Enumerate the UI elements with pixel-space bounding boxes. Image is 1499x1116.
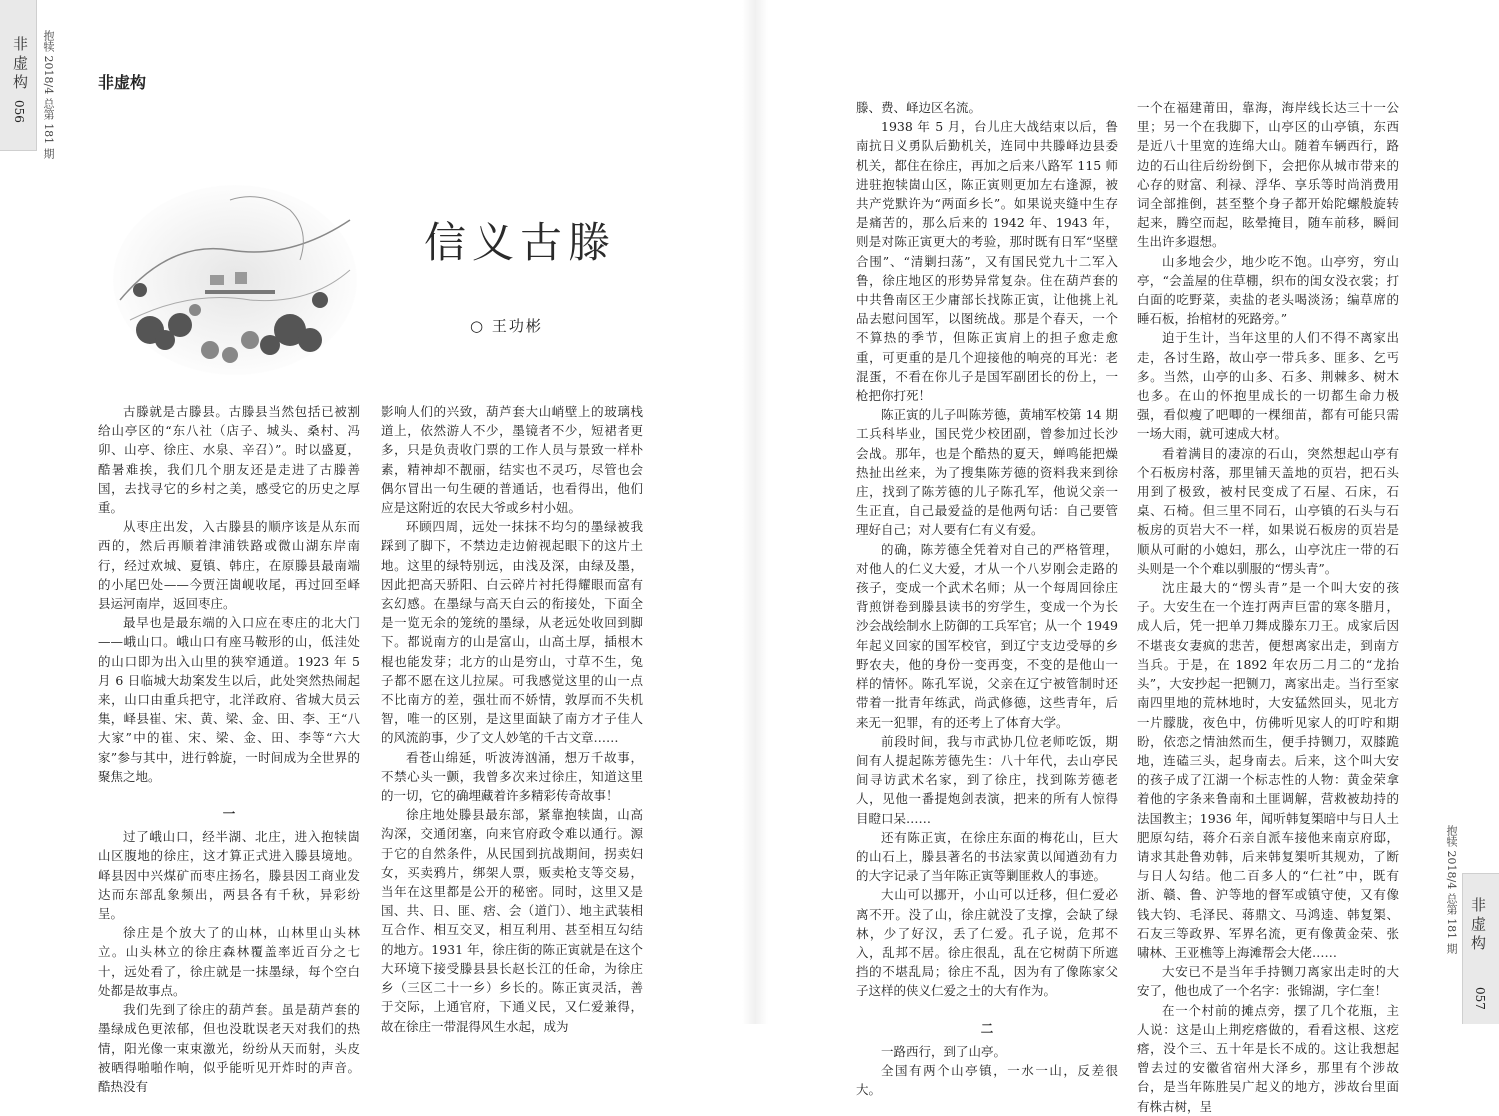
- paragraph: 环顾四周，远处一抹抹不均匀的墨绿被我踩到了脚下，不禁边走边俯视起眼下的这片土地。这里的绿特别远，由浅及深，由绿及墨，因此把高天骄阳、白云碎片衬托得耀眼而富有玄幻感。在墨绿与高天白云的衔接处，下面全是一览无余的笼统的墨绿，从老远处收回到脚下。都说南方的山是富山，山高土厚，插根木棍也能发芽；北方的山是穷山，寸草不生，兔子都不愿在这儿拉屎。可我感觉这里的山一点不比南方的差，强壮而不娇情，敦厚而不失机智，唯一的区别，是这里面缺了南方才子佳人的风流韵事，少了文人妙笔的千古文章……: [381, 519, 643, 746]
- paragraph: 看着满目的凄凉的石山，突然想起山亭有个石板房村落，那里铺天盖地的页岩，把石头用到了极致，被村民变成了石屋、石床，石桌、石椅。但三里不同石，山亭镇的石头与石板房的页岩大不一样，如果说石板房的页岩是顺从可耐的小媳妇，那么，山亭沈庄一带的石头则是一个个难以驯服的“愣头青”。: [1137, 445, 1399, 576]
- paragraph: 全国有两个山亭镇，一水一山，反差很大。: [856, 1062, 1118, 1098]
- text-column-2: [381, 402, 643, 1036]
- paragraph: 前段时间，我与市武协几位老师吃饭，期间有人提起陈芳德先生：八十年代，去山亭民间寻访武术名家，到了徐庄，找到陈芳德老人，见他一番提炮剑表演，把来的所有人惊得目瞪口呆……: [856, 733, 1118, 826]
- paragraph: 我们先到了徐庄的葫芦套。虽是葫芦套的墨绿成色更浓郁，但也没耽误老天对我们的热情，阳光像一束束激光，纷纷从天而射，头皮被晒得啪啪作响，似乎能听见开炸时的声音。酷热没有: [98, 1002, 360, 1094]
- paragraph: 的确，陈芳德全凭着对自己的严格管理，对他人的仁义大爱，才从一个八岁刚会走路的孩子，变成一个武术名师；从一个每周回徐庄背煎饼卷到滕县读书的穷学生，变成一个为长沙会战绘制水上防御的工兵军官；从一个 1949 年起义回家的国军校官，到辽宁支边受辱的乡野农夫，他的身份一变再变，不变的是他山一样的情怀。陈孔军说，父亲在辽宁被管制时还带着一批青年练武，尚武修德，这些青年，后来无一犯罪，有的还考上了体育大学。: [856, 541, 1118, 730]
- right-side-tab: [1439, 824, 1499, 1024]
- paragraph: 在一个村前的摊点旁，摆了几个花瓶，主人说：这是山上荆疙瘩做的，看看这根、这疙瘩，没个三、五十年是长不成的。这让我想起曾去过的安徽省宿州大泽乡，那里有个涉故台，是当年陈胜吴广起义的地方，涉故台里面有株古树，呈: [1137, 1002, 1399, 1114]
- text-column-3: [856, 98, 1118, 1099]
- left-issue-info: 抱犊 2018/4 总第 181 期: [42, 30, 55, 159]
- paragraph: 陈正寅的儿子叫陈芳德，黄埔军校第 14 期工兵科毕业，国民党少校团副，曾参加过长沙会战。那年，也是个酷热的夏天，蝉鸣能把燥热扯出丝来，为了搜集陈芳德的资料我来到徐庄，找到了陈芳德的儿子陈孔军，他说父亲一生正直，自己最爱益的是他两句话：自己要管理好自己；对人要有仁有义有爱。: [856, 407, 1118, 538]
- paragraph: 看苍山绵延，听波涛汹涌，想万千故事，不禁心头一颤，我曾多次来过徐庄，知道这里的一切，它的确埋藏着许多精彩传奇故事！: [381, 749, 643, 804]
- right-tab-column-label: 非虚构: [1469, 897, 1487, 954]
- section-marker: 二: [980, 1020, 994, 1036]
- paragraph: 从枣庄出发，入古滕县的顺序该是从东而西的，然后再顺着津浦铁路或微山湖东岸南行，经过欢城、夏镇、韩庄，在原滕县最南端的小尾巴处——今贾汪崮岘收尾，再过回至峄县运河南岸，返回枣庄。: [98, 519, 360, 612]
- paragraph: 大安已不是当年手持铡刀离家出走时的大安了，他也成了一个名字：张锦湖，字仁奎！: [1137, 964, 1399, 999]
- page-spread-gutter: [742, 0, 768, 1024]
- section-marker: 一: [222, 806, 236, 822]
- right-page-number: 057: [1473, 987, 1487, 1010]
- text-column-4: [1137, 98, 1399, 1116]
- left-side-tab: [0, 0, 55, 160]
- paragraph: 一路西行，到了山亭。: [881, 1043, 1007, 1059]
- paragraph: 大山可以挪开，小山可以迁移，但仁爱必离不开。没了山，徐庄就没了支撑，会缺了绿林，少了好汉，丢了仁爱。孔子说，危邦不入，乱邦不居。徐庄很乱，乱在它树荫下所遮挡的不堪乱局；徐庄不乱，因为有了像陈家父子这样的侠义仁爱之士的大有作为。: [856, 887, 1118, 999]
- paragraph: 一个在福建莆田，靠海，海岸线长达三十一公里；另一个在我脚下，山亭区的山亭镇，东西是近八十里宽的连绵大山。随着车辆西行，路边的石山往后纷纷倒下，会把你从城市带来的心存的财富、利禄、浮华、享乐等时尚消费用词全部推倒，甚至整个身子都开始陀螺般旋转起来，腾空而起，眩晕掩目，随车前移，瞬间生出许多遐想。: [1137, 100, 1399, 250]
- paragraph: 徐庄地处滕县最东部，紧靠抱犊崮，山高沟深，交通闭塞，向来官府政令难以通行。源于它的自然条件，从民国到抗战期间，拐卖妇女，买卖鸦片，绑架人票，贩卖枪支等交易，当年在这里都是公开的秘密。同时，这里又是国、共、日、匪、痞、会（道门）、地主武装相互合作、相互交叉，相互利用、甚至相互勾结的地方。1931 年，徐庄街的陈正寅就是在这个大环境下接受滕县县长赵长江的任命，为徐庄乡（三区二十一乡）乡长的。陈正寅灵活，善于交际，上通官府，下通义民，又仁爱兼得，故在徐庄一带混得风生水起，成为: [381, 807, 643, 1034]
- paragraph: 最早也是最东端的入口应在枣庄的北大门——峨山口。峨山口有座马鞍形的山，低洼处的山口即为出入山里的狭窄通道。1923 年 5 月 6 日临城大劫案发生以后，此处突然热闹起来，山口由重兵把守，北洋政府、省城大员云集，峄县崔、宋、黄、梁、金、田、李、王“八大家”中的崔、宋、梁、金、田、李等“六大家”参与其中，进行斡旋，一时间成为全世界的聚焦之地。: [98, 615, 360, 784]
- paragraph: 迫于生计，当年这里的人们不得不离家出走，各讨生路，故山亭一带兵多、匪多、乞丐多。当然，山亭的山多、石多、荆棘多、树木也多。在山的怀抱里成长的一切都生命力极强，看似瘦了吧唧的一棵细苗，都有可能只需一场大雨，就可速成大材。: [1137, 330, 1399, 442]
- article-title: 信义古滕: [423, 218, 616, 267]
- paragraph: 过了峨山口，经半湖、北庄，进入抱犊崮山区腹地的徐庄，这才算正式进入滕县境地。峄县因中兴煤矿而枣庄扬名，滕县因工商业发达而东部乱象频出，两县各有千秋，异彩纷呈。: [98, 829, 360, 922]
- left-tab-column-label: 非虚构: [11, 36, 29, 93]
- right-issue-info: 抱犊 2018/4 总第 181 期: [1445, 825, 1458, 954]
- section-label: 非虚构: [98, 73, 147, 92]
- left-page-number: 056: [12, 100, 26, 123]
- paragraph: 徐庄是个放大了的山林，山林里山头林立。山头林立的徐庄森林覆盖率近百分之七十，远处看了，徐庄就是一抹墨绿，每个空白处都是故事点。: [98, 925, 360, 998]
- paragraph: 还有陈正寅，在徐庄东面的梅花山，巨大的山石上，滕县著名的书法家黄以闻遒劲有力的大字记录了当年陈正寅等剿匪救人的事迹。: [856, 829, 1118, 884]
- paragraph: 滕、费、峄边区名流。: [856, 100, 982, 115]
- article-author: ○ 王功彬: [470, 317, 543, 335]
- paragraph: 影响人们的兴致，葫芦套大山峭壁上的玻璃栈道上，依然游人不少，墨镜者不少，短裙者更多，只是负责收门票的工作人员与景致一样朴素，精神却不靓丽，结实也不灵巧，尽管也会偶尔冒出一句生硬的普通话，也看得出，他们应是这附近的农民大爷或乡村小妞。: [381, 404, 643, 516]
- paragraph: 1938 年 5 月，台儿庄大战结束以后，鲁南抗日义勇队后勤机关，连同中共滕峄边县委机关，都住在徐庄，再加之后来八路军 115 师进驻抱犊崮山区，陈正寅则更加左右逢源，被共产党默许为“两面乡长”。如果说夹缝中生存是痛苦的，那么后来的 1942 年、1943 年，则是对陈正寅更大的考验，那时既有日军“坚壁合围”、“清剿扫荡”，又有国民党九十二军入鲁，徐庄地区的形势异常复杂。住在葫芦套的中共鲁南区王少庸部长找陈正寅，让他挑上礼品去慰问国军，以图统战。那是个春天，一个不算热的季节，但陈正寅肩上的担子愈走愈重，可更重的是几个迎接他的响亮的耳光：老混蛋，不看在你儿子是国军副团长的份上，一枪把你打死！: [856, 119, 1118, 404]
- landscape-illustration: [110, 180, 360, 380]
- paragraph: 古滕就是古滕县。古滕县当然包括已被割给山亭区的“东八社（店子、城头、桑村、冯卯、山亭、徐庄、水泉、辛召）”。时以盛夏，酷暑难挨，我们几个朋友还是走进了古滕善国，去找寻它的乡村之美，感受它的历史之厚重。: [98, 404, 360, 516]
- text-column-1: [98, 402, 360, 1096]
- paragraph: 山多地会少，地少吃不饱。山亭穷，穷山亭，“会盖屋的住草棚，织布的闺女没衣裳；打白面的吃野菜，卖盐的老头喝淡汤；编草席的睡石板，抬棺材的死路旁。”: [1137, 253, 1399, 327]
- paragraph: 沈庄最大的“愣头青”是一个叫大安的孩子。大安生在一个连打两声巨雷的寒冬腊月，成人后，凭一把单刀舞成滕东刀王。成家后因不堪丧女妻疯的悲苦，便想离家出走，到南方当兵。于是，在 1892 年农历二月二的“龙抬头”，大安抄起一把铡刀，离家出走。当行至家南四里地的荒林地时，大安猛然回头，见北方一片朦胧，夜色中，仿佛听见家人的叮咛和期盼，依恋之情油然而生，便手持铡刀，双膝跪地，连磕三头，起身南去。后来，这个叫大安的孩子成了江湖一个标志性的人物：黄金荣拿着他的字条来鲁南和土匪调解，营救被劫持的法国教主；1936 年，闻听韩复榘暗中与日人土肥原勾结，蒋介石亲自派车接他来南京府邸，请求其赴鲁劝韩，后来韩复榘听其规劝，了断与日人勾结。他二百多人的“仁社”中，既有浙、赣、鲁、沪等地的督军或镇守使，又有像钱大钧、毛泽民、蒋鼎文、马鸿逵、韩复榘、石友三等政界、军界名流，更有像黄金荣、张啸林、王亚樵等上海滩帮会大佬……: [1137, 580, 1399, 960]
